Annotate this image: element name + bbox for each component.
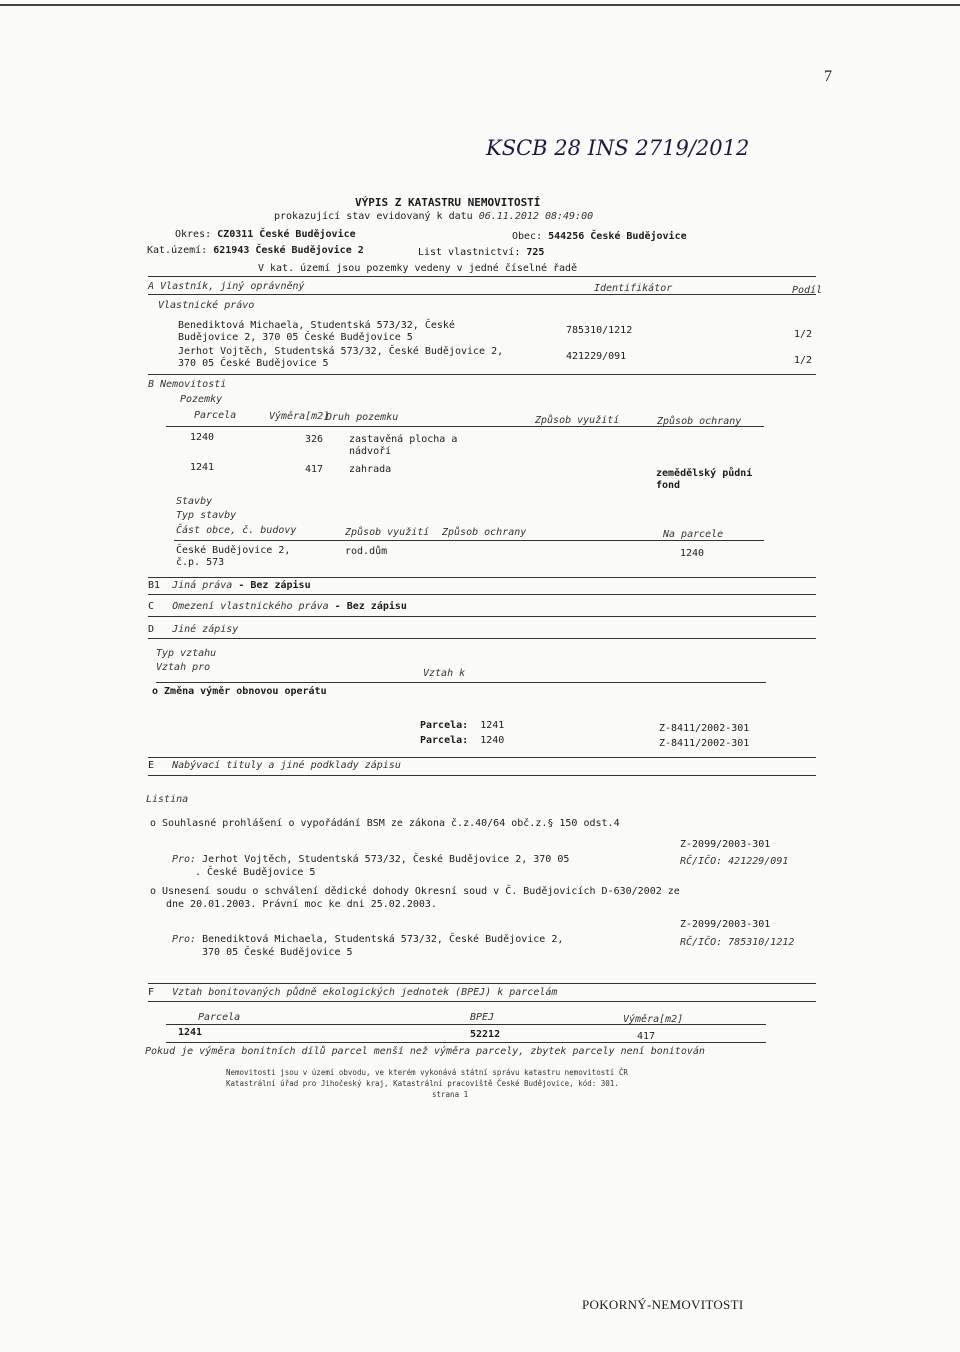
section-a-title: A Vlastník, jiný oprávněný <box>148 281 305 292</box>
col-parcela: Parcela <box>194 410 237 421</box>
footer-brand: POKORNÝ-NEMOVITOSTI <box>582 1297 744 1312</box>
podil-header: Podíl <box>792 285 823 296</box>
stavba-vyuziti: rod.dům <box>345 546 388 557</box>
owner-1-line1: Benediktová Michaela, Studentská 573/32, České <box>178 320 455 331</box>
rule <box>148 276 816 277</box>
footnote-line3: strana 1 <box>432 1090 469 1099</box>
pozemky-label: Pozemky <box>180 394 223 405</box>
rule <box>156 682 766 683</box>
bonitace-note: Pokud je výměra bonitních dílů parcel menší než výměra parcely, zbytek parcely není bonitován <box>145 1046 705 1057</box>
owner-2-line2: 370 05 České Budějovice 5 <box>178 358 329 369</box>
vztah-pro-label: Vztah pro <box>156 662 211 673</box>
listina-2-text: o Usnesení soudu o schválení dědické dohody Okresní soud v Č. Budějovicích D-630/2002 ze <box>150 886 680 897</box>
section-f: F Vztah bonitovaných půdně ekologických jednotek (BPEJ) k parcelám <box>148 987 558 998</box>
rule <box>148 983 816 984</box>
stavba-cast-obce: České Budějovice 2, <box>176 545 291 556</box>
document-subtitle: prokazující stav evidovaný k datu 06.11.2012 08:49:00 <box>274 211 594 222</box>
rule <box>148 616 816 617</box>
parcel-1240-druh-2: nádvoří <box>349 446 392 457</box>
owner-2-podil: 1/2 <box>794 355 813 366</box>
rule <box>148 757 816 758</box>
parcel-1241-ochrana: zemědělský půdní <box>656 468 753 479</box>
section-d: D Jiné zápisy <box>148 624 239 635</box>
rule <box>148 374 816 375</box>
document-date: 06.11.2012 08:49:00 <box>478 211 594 222</box>
col-na-parcele: Na parcele <box>663 529 724 540</box>
parcel-1240-druh: zastavěná plocha a <box>349 434 458 445</box>
listina-1-ref: Z-2099/2003-301 <box>680 839 771 850</box>
col-cast-obce: Část obce, č. budovy <box>176 525 297 536</box>
footnote-line1: Nemovitosti jsou v území obvodu, ve kterém vykonává státní správu katastru nemovitostí ČR <box>226 1068 628 1077</box>
stavba-parcela: 1240 <box>680 548 705 559</box>
col-stavba-ochrana: Způsob ochrany <box>442 527 527 538</box>
section-b1: B1 Jiná práva - Bez zápisu <box>148 580 311 591</box>
col-druh: Druh pozemku <box>326 412 399 423</box>
footnote-line2: Katastrální úřad pro Jihočeský kraj, Katastrální pracoviště České Budějovice, kód: 301. <box>226 1079 619 1088</box>
rule <box>166 1024 766 1025</box>
listina-2-pro-2: 370 05 České Budějovice 5 <box>202 947 353 958</box>
owner-1-id: 785310/1212 <box>566 325 633 336</box>
rule <box>148 1001 816 1002</box>
handwritten-reference: KSCB 28 INS 2719/2012 <box>486 136 750 160</box>
section-c: C Omezení vlastnického práva - Bez zápisu <box>148 601 407 612</box>
listina-2-ref: Z-2099/2003-301 <box>680 919 771 930</box>
top-edge-line <box>0 4 960 6</box>
identifikator-header: Identifikátor <box>594 283 673 294</box>
parcel-1241-number: 1241 <box>190 462 215 473</box>
f-row-bpej: 52212 <box>470 1029 501 1040</box>
stavba-cp: č.p. 573 <box>176 557 225 568</box>
rule <box>148 577 816 578</box>
rule <box>148 638 816 639</box>
f-row-vymera: 417 <box>637 1031 656 1042</box>
d-entry-2-ref: Z-8411/2002-301 <box>659 738 750 749</box>
d-entry-1-ref: Z-8411/2002-301 <box>659 723 750 734</box>
owner-1-podil: 1/2 <box>794 329 813 340</box>
parcel-1241-area: 417 <box>305 464 324 475</box>
rule <box>166 426 764 427</box>
listina-1-rc: RČ/IČO: 421229/091 <box>680 856 789 867</box>
col-vymera: Výměra[m2] <box>269 411 330 422</box>
col-ochrana: Způsob ochrany <box>657 416 742 427</box>
rule <box>148 594 816 595</box>
listina-1-pro-2: . České Budějovice 5 <box>195 867 316 878</box>
col-vyuziti: Způsob využití <box>535 415 620 426</box>
f-col-parcela: Parcela <box>198 1012 241 1023</box>
owner-1-line2: Budějovice 2, 370 05 České Budějovice 5 <box>178 332 413 343</box>
listina-1-pro: Pro: Jerhot Vojtěch, Studentská 573/32, České Budějovice 2, 370 05 <box>172 854 570 865</box>
page-number: 7 <box>824 68 832 85</box>
owner-2-id: 421229/091 <box>566 351 627 362</box>
d-entry-1: Parcela: 1241 <box>420 720 505 731</box>
obec-line: Obec: 544256 České Budějovice <box>512 231 687 242</box>
listina-2-pro: Pro: Benediktová Michaela, Studentská 573/32, České Budějovice 2, <box>172 934 564 945</box>
listina-2-text-2: dne 20.01.2003. Právní moc ke dni 25.02.2003. <box>166 899 437 910</box>
vztah-k-label: Vztah k <box>423 668 466 679</box>
rule <box>148 294 816 295</box>
section-b-title: B Nemovitosti <box>148 379 227 390</box>
f-col-vymera: Výměra[m2] <box>623 1014 684 1025</box>
f-col-bpej: BPEJ <box>470 1012 495 1023</box>
parcel-1241-druh: zahrada <box>349 464 392 475</box>
zmena-vymer: o Změna výměr obnovou operátu <box>152 686 327 697</box>
okres-line: Okres: CZ0311 České Budějovice <box>175 229 356 240</box>
listina-2-rc: RČ/IČO: 785310/1212 <box>680 937 795 948</box>
typ-stavby-label: Typ stavby <box>176 510 237 521</box>
parcel-1240-number: 1240 <box>190 432 215 443</box>
kat-uzemi-note: V kat. území jsou pozemky vedeny v jedné číselné řadě <box>258 263 578 274</box>
section-e: E Nabývací tituly a jiné podklady zápisu <box>148 760 401 771</box>
col-stavba-vyuziti: Způsob využití <box>345 527 430 538</box>
rule <box>166 1042 766 1043</box>
parcel-1241-ochrana-2: fond <box>656 480 681 491</box>
parcel-1240-area: 326 <box>305 434 324 445</box>
rule <box>174 540 764 541</box>
list-vlastnictvi-line: List vlastnictví: 725 <box>418 247 545 258</box>
d-entry-2: Parcela: 1240 <box>420 735 505 746</box>
typ-vztahu-label: Typ vztahu <box>156 648 217 659</box>
stavby-label: Stavby <box>176 496 213 507</box>
vlastnicke-pravo-label: Vlastnické právo <box>158 300 255 311</box>
katuzemi-line: Kat.území: 621943 České Budějovice 2 <box>147 245 364 256</box>
owner-2-line1: Jerhot Vojtěch, Studentská 573/32, České Budějovice 2, <box>178 346 504 357</box>
listina-label: Listina <box>146 794 189 805</box>
rule <box>148 775 816 776</box>
listina-1-text: o Souhlasné prohlášení o vypořádání BSM ze zákona č.z.40/64 obč.z.§ 150 odst.4 <box>150 818 620 829</box>
document-title: VÝPIS Z KATASTRU NEMOVITOSTÍ <box>355 196 541 209</box>
f-row-parcela: 1241 <box>178 1027 203 1038</box>
